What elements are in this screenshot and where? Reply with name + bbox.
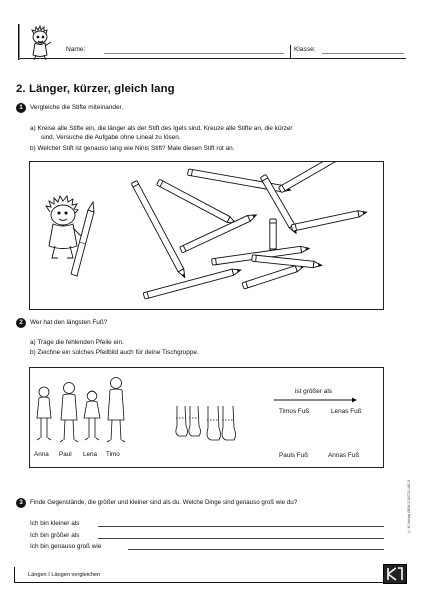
answer-bigger-label: Ich bin größer als <box>30 532 80 539</box>
pencils-frame <box>29 161 384 310</box>
task2-a-line: a) Trage die fehlenden Pfeile ein. <box>30 339 124 346</box>
answer-same-line[interactable] <box>128 549 384 550</box>
header-underline <box>20 58 406 59</box>
child-name-anna: Anna <box>34 451 49 458</box>
child-name-paul: Paul <box>59 451 72 458</box>
page-header <box>18 22 406 62</box>
feet-drawing <box>176 406 236 440</box>
task2-number: 2 <box>16 318 26 328</box>
footer-bar <box>14 567 15 583</box>
footer-text: Längen I Längen vergleichen <box>28 572 101 578</box>
foot-timo: Timos Fuß <box>279 408 310 415</box>
task1-a-line2: sind. Versuche die Aufgabe ohne Lineal zu lösen. <box>41 134 181 141</box>
pencil <box>252 255 322 269</box>
child-name-timo: Timo <box>106 451 120 458</box>
foot-lena: Lenas Fuß <box>331 408 362 415</box>
pencil <box>143 267 241 299</box>
legend-label: ist größer als <box>295 388 332 395</box>
side-copyright: © Kl Verlag ISBN 3-00722-481-9 <box>407 480 411 534</box>
foot-paul: Pauls Fuß <box>279 452 309 459</box>
publisher-logo-mark <box>384 565 406 583</box>
class-field-line[interactable] <box>322 53 404 54</box>
foot-anna: Annas Fuß <box>328 452 360 459</box>
answer-same-label: Ich bin genauso groß wie <box>30 543 102 550</box>
task1-prompt: Vergleiche die Stifte miteinander. <box>30 104 124 111</box>
child-name-lena: Lena <box>83 451 98 458</box>
task2-prompt: Wer hat den längsten Fuß? <box>30 319 108 326</box>
pencil <box>187 169 291 193</box>
footer-line <box>14 582 384 583</box>
task1-a-line1: a) Kreise alle Stifte ein, die länger als der Stift des Igels sind. Kreuze alle Stifte an, die kürzer <box>30 125 293 132</box>
task3-prompt: Finde Gegenstände, die größer und kleiner sind als du. Welche Dinge sind genauso groß wie du? <box>30 499 298 506</box>
pencils-illustration <box>30 162 385 311</box>
task3-number: 3 <box>16 498 26 508</box>
answer-smaller-line[interactable] <box>98 526 384 527</box>
publisher-logo <box>383 564 407 584</box>
hedgehog-figure <box>46 196 81 258</box>
pencil <box>242 263 305 289</box>
pencil <box>278 162 342 193</box>
name-field-line[interactable] <box>104 53 284 54</box>
task1-b-line: b) Welcher Stift ist genauso lang wie Ninis Stift? Male diesen Stift rot an. <box>30 145 235 152</box>
task1-number: 1 <box>16 103 26 113</box>
mascot-illustration <box>18 22 60 62</box>
children-figures <box>37 378 125 443</box>
answer-bigger-line[interactable] <box>98 538 384 539</box>
class-label: Klasse: <box>294 46 316 53</box>
name-label: Name: <box>66 46 86 53</box>
pencil <box>291 209 367 231</box>
task2-b-line: b) Zeichne ein solches Pfeilbild auch für deine Tischgruppe. <box>30 349 199 356</box>
pencil <box>156 179 237 226</box>
header-divider <box>290 45 291 58</box>
answer-smaller-label: Ich bin kleiner als <box>30 520 80 527</box>
page-title: 2. Länger, kürzer, gleich lang <box>16 83 175 95</box>
